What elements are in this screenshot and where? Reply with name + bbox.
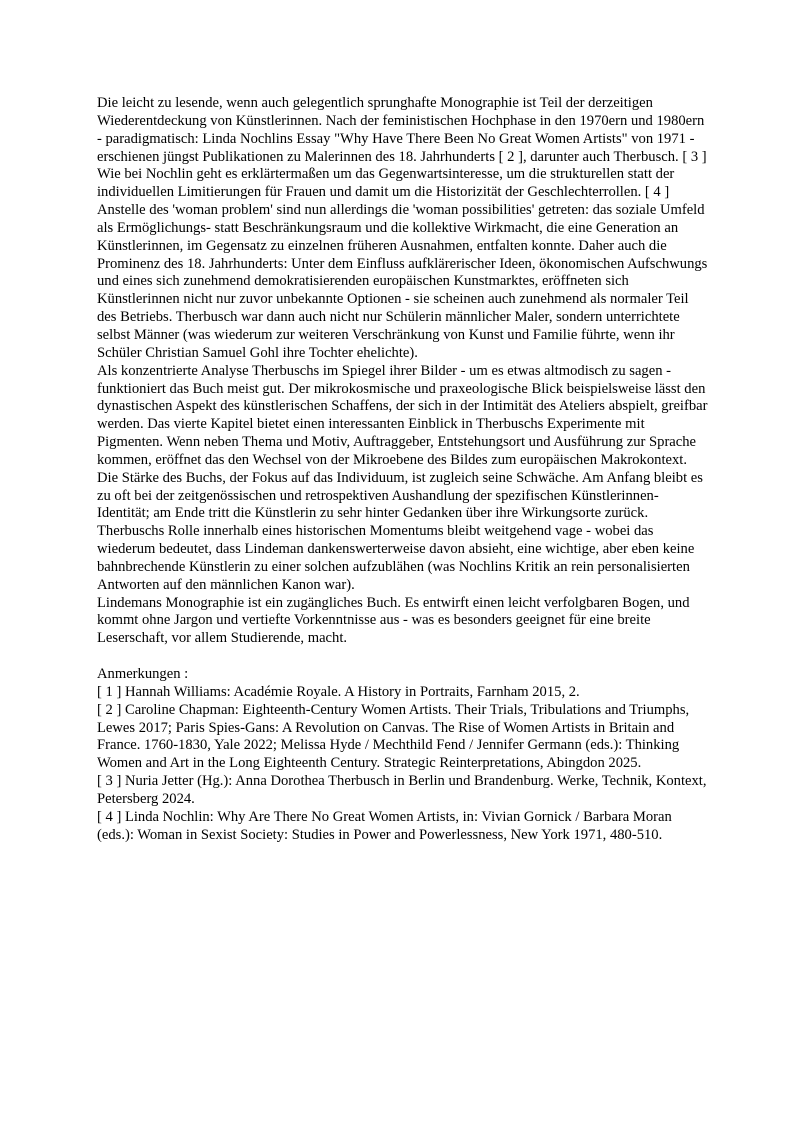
body-paragraph-5: Lindemans Monographie ist ein zugängliches Buch. Es entwirft einen leicht verfolgbaren Bogen, und kommt ohne Jargon und vertiefte Vorkenntnisse aus - was es besonders geeignet für eine breite Leserschaft, vor allem Studierende, macht.	[97, 594, 690, 647]
footnote-1: [ 1 ] Hannah Williams: Académie Royale. A History in Portraits, Farnham 2015, 2.	[97, 683, 580, 700]
body-paragraph-4: Die Stärke des Buchs, der Fokus auf das Individuum, ist zugleich seine Schwäche. Am Anfang bleibt es zu oft bei der zeitgenössischen und retrospektiven Aushandlung der spezifischen Künstlerinnen-Identität; am Ende tritt die Künstlerin zu sehr hinter Gedanken über ihre Wirkungsorte zurück. Therbuschs Rolle innerhalb eines historischen Momentums bleibt weitgehend vage - wobei das wiederum bedeutet, dass Lindeman dankenswerterweise davon absieht, eine wichtige, aber eben keine bahnbrechende Künstlerin zu einer solchen aufzublähen (was Nochlins Kritik an rein personalisierten Antworten auf den männlichen Kanon war).	[97, 469, 703, 593]
section-spacer	[97, 648, 709, 666]
document-page	[97, 95, 709, 844]
footnote-2: [ 2 ] Caroline Chapman: Eighteenth-Century Women Artists. Their Trials, Tribulations and Triumphs, Lewes 2017; Paris Spies-Gans: A Revolution on Canvas. The Rise of Women Artists in Britain and France. 1760-1830, Yale 2022; Melissa Hyde / Mechthild Fend / Jennifer Germann (eds.): Thinking Women and Art in the Long Eighteenth Century. Strategic Reinterpretations, Abingdon 2025.	[97, 701, 690, 772]
body-paragraph-2: Anstelle des 'woman problem' sind nun allerdings die 'woman possibilities' getreten: das soziale Umfeld als Ermöglichungs- statt Beschränkungsraum und die kollektive Wirkmacht, die eine Generation an Künstlerinnen, im Gegensatz zu einzelnen früheren Ausnahmen, entfalten konnte. Daher auch die Prominenz des 18. Jahrhunderts: Unter dem Einfluss aufklärerischer Ideen, ökonomischen Aufschwungs und eines sich zunehmend demokratisierenden europäischen Kunstmarktes, eröffneten sich Künstlerinnen nicht nur zuvor unbekannte Optionen - sie scheinen auch zunehmend als normaler Teil des Betriebs. Therbusch war dann auch nicht nur Schülerin männlicher Maler, sondern unterrichtete selbst Männer (was wiederum zur weiteren Verschränkung von Kunst und Familie führte, wenn ihr Schüler Christian Samuel Gohl ihre Tochter ehelichte).	[97, 202, 708, 361]
footnote-4: [ 4 ] Linda Nochlin: Why Are There No Great Women Artists, in: Vivian Gornick / Barbara Moran (eds.): Woman in Sexist Society: Studies in Power and Powerlessness, New York 1971, 480-510.	[97, 808, 672, 843]
body-paragraph-1: Die leicht zu lesende, wenn auch gelegentlich sprunghafte Monographie ist Teil der derzeitigen Wiederentdeckung von Künstlerinnen. Nach der feministischen Hochphase in den 1970ern und 1980ern - paradigmatisch: Linda Nochlins Essay "Why Have There Been No Great Women Artists" von 1971 - erschienen jüngst Publikationen zu Malerinnen des 18. Jahrhunderts [ 2 ], darunter auch Therbusch. [ 3 ] Wie bei Nochlin geht es erklärtermaßen um das Gegenwartsinteresse, um die strukturellen statt der individuellen Limitierungen für Frauen und damit um die Historizität der Geschlechterrollen. [ 4 ]	[97, 95, 707, 201]
body-paragraph-3: Als konzentrierte Analyse Therbuschs im Spiegel ihrer Bilder - um es etwas altmodisch zu sagen - funktioniert das Buch meist gut. Der mikrokosmische und praxeologische Blick beispielsweise lässt den dynastischen Aspekt des künstlerischen Schaffens, der sich in der Intimität des Ateliers abspielt, greifbar werden. Das vierte Kapitel bietet einen interessanten Einblick in Therbuschs Experimente mit Pigmenten. Wenn neben Thema und Motiv, Auftraggeber, Entstehungsort und Ausführung zur Sprache kommen, eröffnet das den Wechsel von der Mikroebene des Bildes zum europäischen Makrokontext.	[97, 362, 708, 468]
notes-heading: Anmerkungen :	[97, 666, 189, 682]
footnote-3: [ 3 ] Nuria Jetter (Hg.): Anna Dorothea Therbusch in Berlin und Brandenburg. Werke, Technik, Kontext, Petersberg 2024.	[97, 773, 707, 807]
